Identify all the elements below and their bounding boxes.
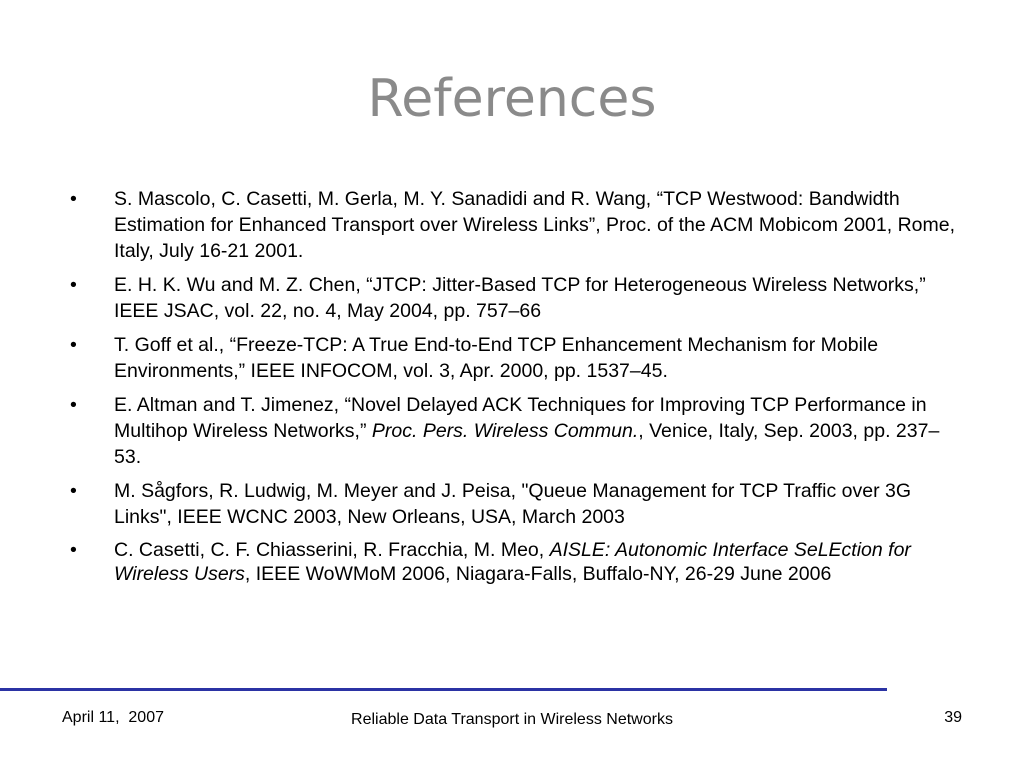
reference-text: E. Altman and T. Jimenez, “Novel Delayed ACK Techniques for Improving TCP Performance in Multihop Wireless Networks,” — [114, 394, 927, 442]
bullet-marker: • — [70, 394, 77, 416]
bullet-marker: • — [70, 334, 77, 356]
reference-text: , Venice, Italy, Sep. 2003, pp. 237–53. — [114, 420, 940, 468]
reference-item — [70, 538, 962, 586]
reference-item — [70, 332, 962, 384]
reference-item — [70, 478, 962, 530]
reference-item — [70, 272, 962, 324]
reference-text: , IEEE WoWMoM 2006, Niagara-Falls, Buffalo-NY, 26-29 June 2006 — [244, 563, 832, 585]
reference-venue-italic: Proc. Pers. Wireless Commun. — [371, 420, 639, 442]
reference-venue-italic: AISLE: Autonomic Interface SeLEction for Wireless Users — [114, 539, 911, 585]
reference-text: S. Mascolo, C. Casetti, M. Gerla, M. Y. Sanadidi and R. Wang, “TCP Westwood: Bandwidth Estimation for Enhanced Transport over Wireless Links”, Proc. of the ACM Mobicom 2001, Rome, Italy, July 16-21 2001. — [114, 188, 956, 262]
reference-text: M. Sågfors, R. Ludwig, M. Meyer and J. Peisa, "Queue Management for TCP Traffic over 3G Links", IEEE WCNC 2003, New Orleans, USA, March 2003 — [114, 480, 912, 528]
reference-item — [70, 392, 962, 470]
bullet-marker: • — [70, 274, 77, 296]
page-number: 39 — [944, 709, 962, 726]
reference-text: T. Goff et al., “Freeze-TCP: A True End-to-End TCP Enhancement Mechanism for Mobile Environments,” IEEE INFOCOM, vol. 3, Apr. 2000, pp. 1537–45. — [114, 334, 879, 382]
footer-divider — [0, 688, 887, 691]
bullet-marker: • — [70, 480, 77, 502]
reference-list — [70, 186, 962, 586]
reference-text: C. Casetti, C. F. Chiasserini, R. Fracchia, M. Meo, — [114, 539, 550, 561]
slide-title: References — [367, 69, 657, 129]
footer-title: Reliable Data Transport in Wireless Networks — [351, 711, 673, 728]
reference-text: E. H. K. Wu and M. Z. Chen, “JTCP: Jitter-Based TCP for Heterogeneous Wireless Networks,” IEEE JSAC, vol. 22, no. 4, May 2004, pp. 757–66 — [114, 274, 926, 322]
bullet-marker: • — [70, 539, 77, 561]
footer-date: April 11, 2007 — [62, 709, 164, 726]
reference-item — [70, 186, 962, 264]
bullet-marker: • — [70, 188, 77, 210]
